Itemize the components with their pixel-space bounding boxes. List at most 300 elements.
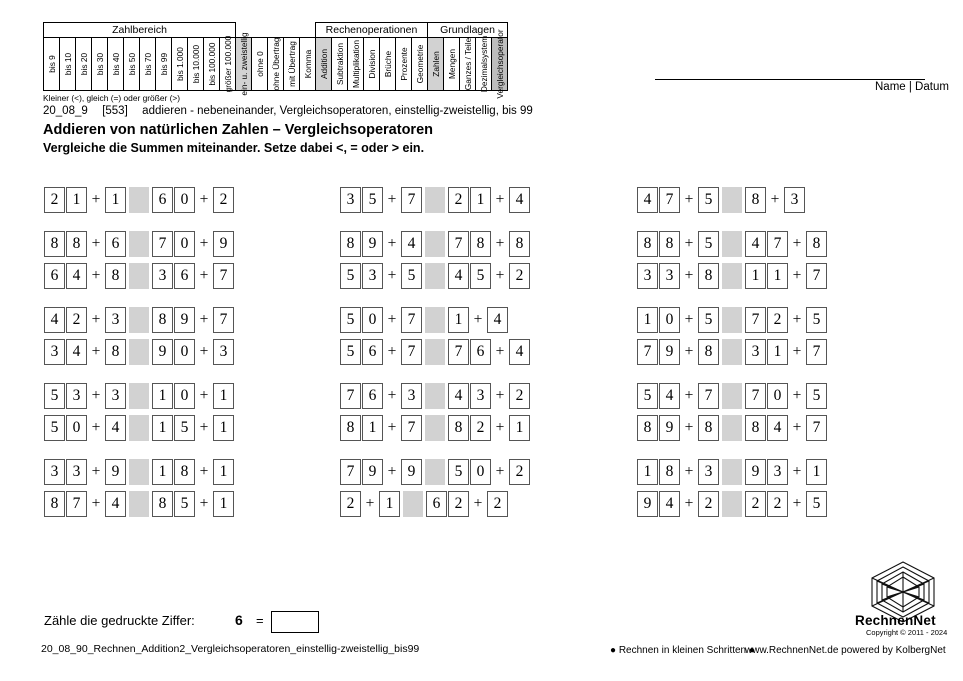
- right-addend-2: [213, 415, 234, 441]
- logo-copyright: Copyright © 2011 - 2024: [866, 628, 948, 637]
- digit-cell: 8: [105, 263, 126, 289]
- digit-cell: 5: [44, 383, 65, 409]
- digit-cell: 0: [470, 459, 491, 485]
- classification-cell-label: Geometrie: [414, 44, 425, 84]
- plus-operator: +: [792, 387, 802, 404]
- classification-cell: [348, 38, 364, 91]
- left-addend-1: [44, 491, 87, 517]
- right-addend-2: [806, 231, 827, 257]
- comparison-answer-box[interactable]: [722, 459, 742, 485]
- plus-operator: +: [387, 191, 397, 208]
- digit-cell: 1: [362, 415, 383, 441]
- plus-operator: +: [792, 311, 802, 328]
- left-addend-2: [105, 231, 126, 257]
- digit-cell: 4: [66, 263, 87, 289]
- comparison-answer-box[interactable]: [722, 187, 742, 213]
- right-addend-1: [152, 307, 195, 333]
- digit-cell: 5: [340, 263, 361, 289]
- digit-cell: 9: [362, 459, 383, 485]
- right-addend-2: [806, 415, 827, 441]
- digit-cell: 2: [487, 491, 508, 517]
- digit-cell: 1: [379, 491, 400, 517]
- left-addend-1: [340, 383, 383, 409]
- comparison-answer-box[interactable]: [722, 415, 742, 441]
- digit-cell: 5: [362, 187, 383, 213]
- plus-operator: +: [199, 267, 209, 284]
- right-addend-2: [213, 307, 234, 333]
- exercise-row: [340, 262, 530, 290]
- exercise-row: [637, 414, 827, 442]
- exercise-group: [44, 382, 234, 442]
- digit-cell: 4: [44, 307, 65, 333]
- right-addend-1: [152, 187, 195, 213]
- digit-cell: 3: [152, 263, 173, 289]
- digit-cell: 0: [66, 415, 87, 441]
- exercise-row: [340, 490, 530, 518]
- classification-cell: [476, 35, 492, 93]
- digit-cell: 0: [174, 187, 195, 213]
- right-addend-2: [509, 459, 530, 485]
- digit-cell: 9: [152, 339, 173, 365]
- digit-cell: 7: [806, 415, 827, 441]
- exercise-group: [44, 230, 234, 290]
- right-addend-1: [152, 339, 195, 365]
- left-addend-1: [340, 263, 383, 289]
- digit-cell: 3: [105, 383, 126, 409]
- exercise-row: [637, 230, 827, 258]
- digit-cell: 3: [66, 459, 87, 485]
- digit-cell: 4: [509, 187, 530, 213]
- digit-cell: 5: [340, 307, 361, 333]
- right-addend-2: [806, 383, 827, 409]
- classification-cell-label: Vergleichsoperator: [494, 29, 505, 99]
- left-addend-2: [105, 415, 126, 441]
- exercise-row: [637, 458, 827, 486]
- classification-cell: [236, 32, 252, 96]
- classification-cell-label: ohne Übertrag: [270, 37, 281, 91]
- classification-cell-label: bis 30: [94, 52, 105, 76]
- left-addend-1: [340, 339, 383, 365]
- right-addend-1: [448, 459, 491, 485]
- digit-cell: 1: [448, 307, 469, 333]
- left-addend-2: [698, 231, 719, 257]
- comparison-answer-box[interactable]: [129, 459, 149, 485]
- digit-cell: 6: [152, 187, 173, 213]
- left-addend-1: [340, 415, 383, 441]
- digit-cell: 4: [105, 415, 126, 441]
- left-addend-1: [637, 383, 680, 409]
- exercise-group: [44, 186, 234, 214]
- classification-cell-label: bis 100.000: [206, 42, 217, 86]
- plus-operator: +: [684, 495, 694, 512]
- left-addend-2: [401, 187, 422, 213]
- plus-operator: +: [199, 387, 209, 404]
- classification-cell: [412, 38, 428, 91]
- classification-cell-label: bis 20: [78, 52, 89, 76]
- exercise-row: [340, 230, 530, 258]
- exercise-row: [44, 186, 234, 214]
- exercise-row: [44, 338, 234, 366]
- digit-cell: 6: [362, 339, 383, 365]
- digit-cell: 4: [767, 415, 788, 441]
- digit-cell: 4: [448, 383, 469, 409]
- digit-cell: 1: [66, 187, 87, 213]
- right-addend-1: [448, 415, 491, 441]
- digit-cell: 8: [745, 187, 766, 213]
- left-addend-2: [379, 491, 400, 517]
- left-addend-2: [698, 339, 719, 365]
- name-date-line: [655, 78, 925, 80]
- digit-cell: 8: [44, 231, 65, 257]
- left-addend-1: [44, 459, 87, 485]
- comparison-answer-box[interactable]: [425, 415, 445, 441]
- plus-operator: +: [792, 235, 802, 252]
- digit-cell: 0: [174, 231, 195, 257]
- digit-cell: 0: [362, 307, 383, 333]
- classification-cell-label: Multiplikation: [350, 40, 361, 88]
- left-addend-2: [698, 263, 719, 289]
- classification-cell-label: Prozente: [398, 47, 409, 81]
- plus-operator: +: [495, 463, 505, 480]
- left-addend-1: [637, 307, 680, 333]
- classification-cell-label: Zahlen: [430, 51, 441, 77]
- classification-cell-label: bis 10.000: [190, 44, 201, 84]
- digit-cell: 3: [784, 187, 805, 213]
- group-grundlagen: Grundlagen: [428, 23, 508, 38]
- digit-cell: 1: [806, 459, 827, 485]
- exercise-row: [637, 306, 827, 334]
- comparison-answer-box[interactable]: [425, 263, 445, 289]
- digit-cell: 5: [448, 459, 469, 485]
- digit-cell: 6: [174, 263, 195, 289]
- right-addend-2: [213, 339, 234, 365]
- digit-cell: 3: [362, 263, 383, 289]
- left-addend-2: [698, 491, 719, 517]
- exercise-row: [637, 338, 827, 366]
- digit-cell: 2: [698, 491, 719, 517]
- digit-cell: 8: [174, 459, 195, 485]
- plus-operator: +: [792, 419, 802, 436]
- right-addend-1: [448, 263, 491, 289]
- digit-cell: 7: [401, 339, 422, 365]
- page-subtitle: Vergleiche die Summen miteinander. Setze dabei <, = oder > ein.: [43, 141, 425, 155]
- digit-cell: 4: [66, 339, 87, 365]
- right-addend-1: [448, 231, 491, 257]
- exercise-row: [637, 186, 827, 214]
- left-addend-1: [44, 231, 87, 257]
- group-header-row: [44, 23, 508, 38]
- left-addend-1: [637, 263, 680, 289]
- plus-operator: +: [365, 495, 375, 512]
- right-addend-1: [745, 231, 788, 257]
- footer-file-code: 20_08_90_Rechnen_Addition2_Vergleichsoperatoren_einstellig-zweistellig_bis99: [41, 643, 420, 655]
- left-addend-1: [44, 339, 87, 365]
- classification-cell: [316, 38, 332, 91]
- plus-operator: +: [199, 495, 209, 512]
- digit-cell: 9: [659, 415, 680, 441]
- classification-cell: [492, 29, 508, 99]
- classification-cell: [172, 38, 188, 91]
- digit-cell: 8: [637, 415, 658, 441]
- comparison-answer-box[interactable]: [129, 491, 149, 517]
- right-addend-2: [487, 491, 508, 517]
- comparison-answer-box[interactable]: [129, 231, 149, 257]
- digit-cell: 8: [44, 491, 65, 517]
- exercise-row: [340, 306, 530, 334]
- left-addend-2: [401, 383, 422, 409]
- left-addend-2: [105, 307, 126, 333]
- digit-cell: 1: [767, 339, 788, 365]
- left-addend-1: [340, 187, 383, 213]
- left-addend-1: [637, 459, 680, 485]
- digit-cell: 8: [659, 459, 680, 485]
- digit-cell: 3: [659, 263, 680, 289]
- digit-cell: 1: [152, 383, 173, 409]
- comparison-answer-box[interactable]: [425, 339, 445, 365]
- plus-operator: +: [684, 191, 694, 208]
- plus-operator: +: [387, 343, 397, 360]
- comparison-answer-box[interactable]: [403, 491, 423, 517]
- digit-cell: 1: [213, 383, 234, 409]
- digit-cell: 2: [767, 307, 788, 333]
- classification-cell-label: bis 99: [158, 52, 169, 76]
- digit-cell: 8: [698, 339, 719, 365]
- digit-cell: 8: [637, 231, 658, 257]
- digit-cell: 6: [362, 383, 383, 409]
- left-addend-2: [698, 307, 719, 333]
- digit-cell: 5: [174, 491, 195, 517]
- digit-cell: 0: [767, 383, 788, 409]
- digit-cell: 3: [213, 339, 234, 365]
- digit-cell: 3: [745, 339, 766, 365]
- right-addend-1: [448, 307, 469, 333]
- digit-cell: 9: [659, 339, 680, 365]
- plus-operator: +: [473, 311, 483, 328]
- classification-cell-label: mit Übertrag: [286, 41, 297, 87]
- comparison-answer-box[interactable]: [129, 415, 149, 441]
- right-addend-2: [806, 459, 827, 485]
- worksheet-description: addieren - nebeneinander, Vergleichsoperatoren, einstellig-zweistellig, bis 99: [142, 105, 533, 117]
- comparison-answer-box[interactable]: [722, 383, 742, 409]
- digit-cell: 3: [767, 459, 788, 485]
- right-addend-2: [806, 307, 827, 333]
- digit-cell: 8: [470, 231, 491, 257]
- exercise-row: [637, 262, 827, 290]
- plus-operator: +: [684, 387, 694, 404]
- plus-operator: +: [684, 311, 694, 328]
- left-addend-2: [401, 415, 422, 441]
- plus-operator: +: [770, 191, 780, 208]
- plus-operator: +: [684, 343, 694, 360]
- digit-cell: 2: [213, 187, 234, 213]
- exercise-group: [637, 306, 827, 366]
- plus-operator: +: [495, 387, 505, 404]
- left-addend-2: [698, 459, 719, 485]
- right-addend-1: [152, 231, 195, 257]
- right-addend-1: [745, 187, 766, 213]
- classification-cell-label: bis 40: [110, 52, 121, 76]
- worksheet-id: [553]: [102, 105, 128, 117]
- plus-operator: +: [387, 419, 397, 436]
- footer-website: www.RechnenNet.de powered by KolbergNet: [745, 645, 946, 656]
- exercise-group: [44, 306, 234, 366]
- plus-operator: +: [495, 235, 505, 252]
- classification-cell: [444, 38, 460, 91]
- exercise-row: [340, 338, 530, 366]
- digit-cell: 4: [637, 187, 658, 213]
- plus-operator: +: [792, 343, 802, 360]
- digit-cell: 7: [152, 231, 173, 257]
- classification-cell-label: bis 70: [142, 52, 153, 76]
- digit-cell: 4: [487, 307, 508, 333]
- digit-cell: 2: [448, 491, 469, 517]
- classification-cell: [460, 38, 476, 91]
- left-addend-2: [105, 383, 126, 409]
- left-addend-2: [105, 459, 126, 485]
- classification-cell-label: Brüche: [382, 50, 393, 78]
- exercise-row: [340, 414, 530, 442]
- digit-cell: 1: [470, 187, 491, 213]
- plus-operator: +: [792, 463, 802, 480]
- plus-operator: +: [684, 419, 694, 436]
- comparison-answer-box[interactable]: [722, 231, 742, 257]
- classification-cell: [300, 38, 316, 91]
- classification-cell: [428, 38, 444, 91]
- plus-operator: +: [199, 343, 209, 360]
- left-addend-1: [637, 187, 680, 213]
- digit-cell: 1: [213, 459, 234, 485]
- plus-operator: +: [473, 495, 483, 512]
- group-rechenoperationen: Rechenoperationen: [316, 23, 428, 38]
- classification-cell: [252, 38, 268, 91]
- digit-cell: 8: [66, 231, 87, 257]
- classification-cell-label: Komma: [302, 49, 313, 79]
- comparison-answer-box[interactable]: [129, 263, 149, 289]
- digit-cell: 3: [470, 383, 491, 409]
- digit-cell: 8: [340, 231, 361, 257]
- left-addend-2: [105, 491, 126, 517]
- digit-cell: 0: [174, 383, 195, 409]
- digit-cell: 8: [659, 231, 680, 257]
- right-addend-1: [745, 491, 788, 517]
- digit-cell: 8: [152, 307, 173, 333]
- exercise-row: [340, 186, 530, 214]
- classification-cell: [332, 38, 348, 91]
- comparison-answer-box[interactable]: [425, 187, 445, 213]
- digit-cell: 3: [340, 187, 361, 213]
- comparison-answer-box[interactable]: [129, 339, 149, 365]
- exercise-row: [44, 458, 234, 486]
- right-addend-2: [784, 187, 805, 213]
- digit-cell: 7: [637, 339, 658, 365]
- exercise-group: [637, 458, 827, 518]
- digit-cell: 8: [448, 415, 469, 441]
- digit-cell: 5: [806, 307, 827, 333]
- exercise-row: [44, 490, 234, 518]
- digit-cell: 9: [213, 231, 234, 257]
- classification-cell: [204, 38, 220, 91]
- exercise-column-2: [340, 186, 530, 534]
- digit-cell: 7: [698, 383, 719, 409]
- right-addend-1: [426, 491, 469, 517]
- digit-cell: 3: [637, 263, 658, 289]
- exercise-column-3: [637, 186, 827, 534]
- comparison-answer-box[interactable]: [129, 383, 149, 409]
- digit-cell: 6: [470, 339, 491, 365]
- digit-cell: 2: [767, 491, 788, 517]
- comparison-answer-box[interactable]: [722, 491, 742, 517]
- digit-cell: 1: [105, 187, 126, 213]
- comparison-answer-box[interactable]: [129, 307, 149, 333]
- left-addend-1: [637, 231, 680, 257]
- plus-operator: +: [495, 419, 505, 436]
- digit-cell: 7: [213, 263, 234, 289]
- comparison-answer-box[interactable]: [425, 459, 445, 485]
- digit-cell: 9: [174, 307, 195, 333]
- digit-cell: 5: [806, 383, 827, 409]
- comparison-answer-box[interactable]: [722, 263, 742, 289]
- group-zahlbereich: Zahlbereich: [44, 23, 236, 38]
- count-answer-box[interactable]: [271, 611, 319, 633]
- classification-cell: [396, 38, 412, 91]
- logo-wordmark: RechnenNet: [855, 613, 936, 628]
- comparison-note: Kleiner (<), gleich (=) oder größer (>): [43, 93, 181, 103]
- digit-cell: 1: [152, 459, 173, 485]
- digit-cell: 7: [767, 231, 788, 257]
- digit-cell: 0: [174, 339, 195, 365]
- plus-operator: +: [91, 235, 101, 252]
- right-addend-1: [448, 383, 491, 409]
- digit-cell: 4: [448, 263, 469, 289]
- comparison-answer-box[interactable]: [722, 339, 742, 365]
- worksheet-code-line: [43, 105, 533, 117]
- digit-cell: 6: [426, 491, 447, 517]
- plus-operator: +: [199, 419, 209, 436]
- digit-cell: 4: [659, 383, 680, 409]
- plus-operator: +: [91, 267, 101, 284]
- digit-cell: 4: [509, 339, 530, 365]
- digit-cell: 8: [340, 415, 361, 441]
- digit-cell: 8: [152, 491, 173, 517]
- classification-cell: [60, 38, 76, 91]
- comparison-answer-box[interactable]: [425, 307, 445, 333]
- right-addend-2: [509, 187, 530, 213]
- comparison-answer-box[interactable]: [129, 187, 149, 213]
- exercise-column-1: [44, 186, 234, 534]
- comparison-answer-box[interactable]: [722, 307, 742, 333]
- exercise-group: [44, 458, 234, 518]
- right-addend-1: [152, 383, 195, 409]
- comparison-answer-box[interactable]: [425, 231, 445, 257]
- digit-cell: 3: [66, 383, 87, 409]
- right-addend-1: [745, 339, 788, 365]
- plus-operator: +: [684, 235, 694, 252]
- classification-cell: [156, 38, 172, 91]
- plus-operator: +: [387, 235, 397, 252]
- left-addend-1: [44, 263, 87, 289]
- left-addend-1: [637, 339, 680, 365]
- digit-cell: 7: [401, 415, 422, 441]
- digit-cell: 2: [470, 415, 491, 441]
- digit-cell: 7: [806, 339, 827, 365]
- right-addend-1: [448, 187, 491, 213]
- digit-cell: 2: [509, 263, 530, 289]
- comparison-answer-box[interactable]: [425, 383, 445, 409]
- left-addend-1: [340, 307, 383, 333]
- exercise-group: [637, 186, 827, 214]
- digit-cell: 9: [637, 491, 658, 517]
- right-addend-2: [213, 459, 234, 485]
